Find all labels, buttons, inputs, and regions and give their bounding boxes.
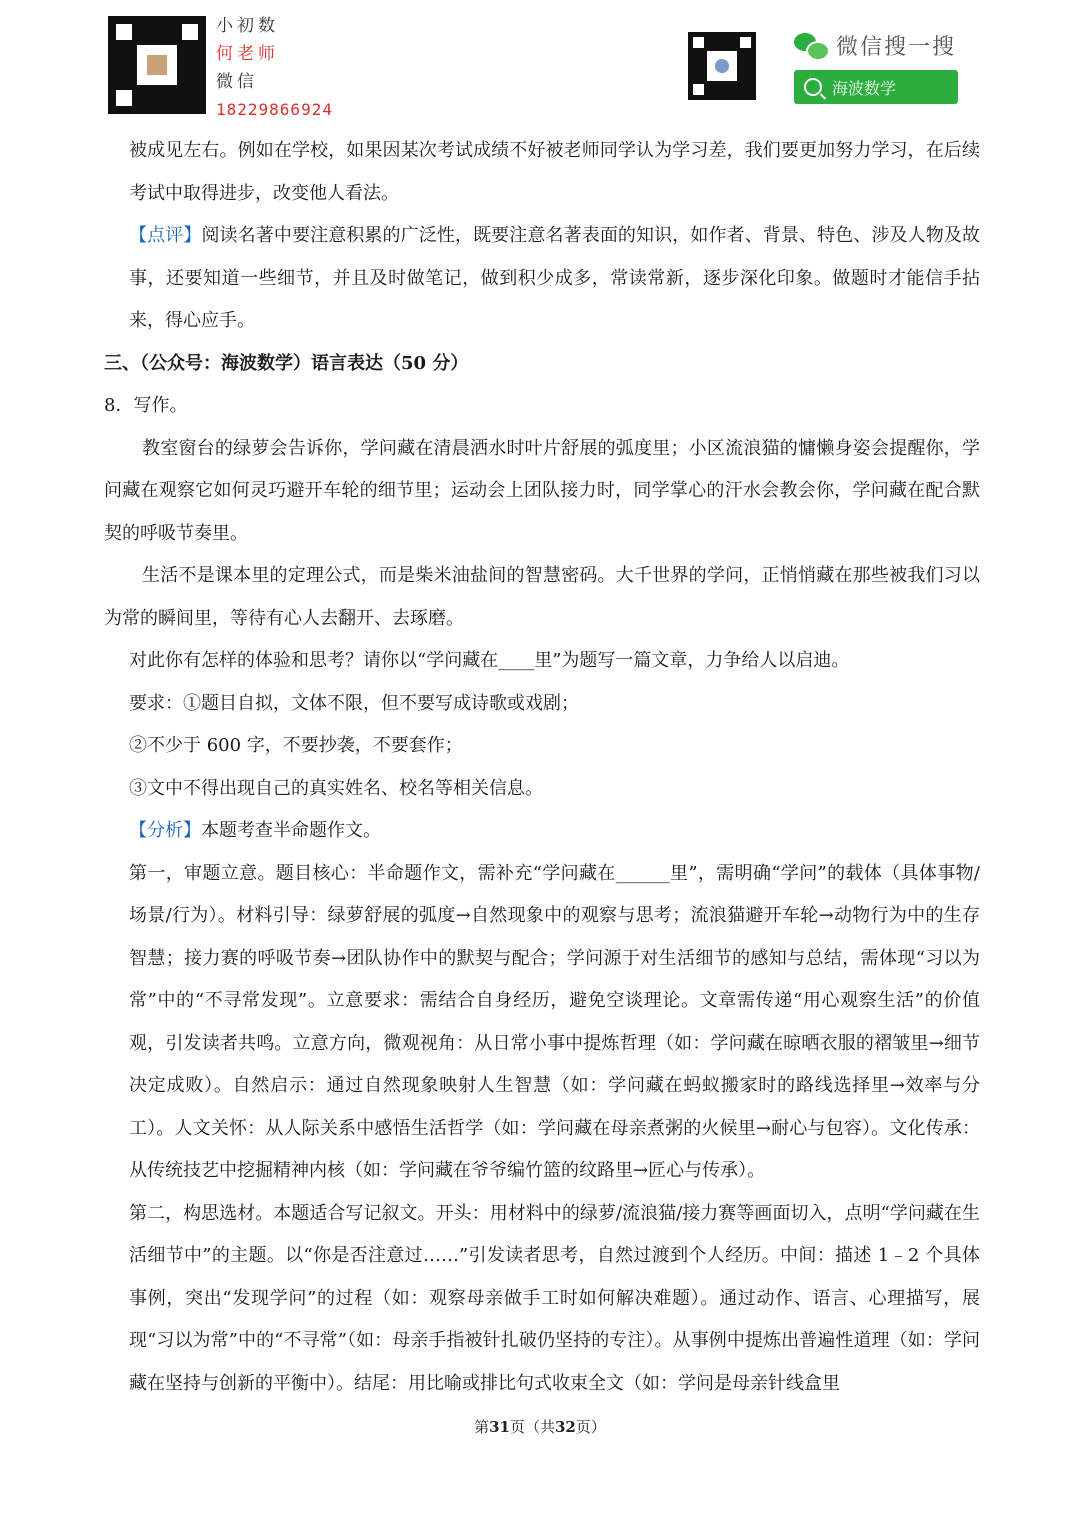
section-heading: 三、（公众号：海波数学）语言表达（50 分）: [104, 352, 469, 374]
search-label: 海波数学: [832, 78, 897, 98]
search-icon: [804, 78, 822, 96]
page-header: [0, 0, 1080, 125]
analysis-step-2: 第二，构思选材。本题适合写记叙文。开头：用材料中的绿萝/流浪猫/接力赛等画面切入，点明“学问藏在生活细节中”的主题。以“你是否注意过……”引发读者思考，自然过渡到个人经历。中间：描述 1﹣2 个具体事例，突出“发现学问”的过程（如：观察母亲做手工时如何解决难题）。通过动作、语言、心理描写，展现“习以为常”中的“不寻常”（如：母亲手指被针扎破仍坚持的专注）。从事例中提炼出普遍性道理（如：学问藏在坚持与创新的平衡中）。结尾：用比喻或排比句式收束全文（如：学问是母亲针线盒里: [129, 1202, 980, 1394]
footer-suffix: 页）: [575, 1418, 606, 1436]
requirement-1: 要求：①题目自拟，文体不限，但不要写成诗歌或戏剧；: [129, 692, 579, 714]
comment-paragraph: [104, 215, 980, 343]
page-total: 32: [555, 1418, 576, 1436]
material-paragraph-1: 教室窗台的绿萝会告诉你，学问藏在清晨洒水时叶片舒展的弧度里；小区流浪猫的慵懒身姿会提醒你，学问藏在观察它如何灵巧避开车轮的细节里；运动会上团队接力时，同学掌心的汗水会教会你，学问藏在配合默契的呼吸节奏里。: [104, 437, 980, 544]
page-footer: [0, 1416, 1080, 1437]
teacher-line-2: 何老师: [216, 44, 279, 64]
analysis-paragraph: [104, 810, 980, 853]
wechat-search-title: [794, 28, 956, 62]
footer-prefix: 第: [474, 1418, 490, 1436]
analysis-tag: 【分析】: [129, 820, 201, 841]
footer-mid: 页（共: [509, 1418, 555, 1436]
wechat-title: 微信搜一搜: [836, 34, 957, 60]
paragraph-continuation: 被成见左右。例如在学校，如果因某次考试成绩不好被老师同学认为学习差，我们要更加努力学习，在后续考试中取得进步，改变他人看法。: [129, 140, 980, 204]
document-body: [104, 130, 980, 1405]
wechat-icon: [794, 31, 828, 59]
requirement-2: ②不少于 600 字，不要抄袭，不要套作；: [129, 735, 463, 756]
requirement-3: ③文中不得出现自己的真实姓名、校名等相关信息。: [129, 777, 543, 799]
teacher-line-3: 微信: [216, 72, 258, 92]
writing-prompt: 对此你有怎样的体验和思考？请你以“学问藏在____里”为题写一篇文章，力争给人以启迪。: [129, 650, 850, 671]
qr-code-right: [688, 32, 756, 100]
question-number: 8．写作。: [104, 395, 188, 416]
comment-text: 阅读名著中要注意积累的广泛性，既要注意名著表面的知识，如作者、背景、特色、涉及人物及故事，还要知道一些细节，并且及时做笔记，做到积少成多，常读常新，逐步深化印象。做题时才能信手拈来，得心应手。: [129, 225, 980, 331]
analysis-text: 本题考查半命题作文。: [201, 820, 381, 841]
material-paragraph-2: 生活不是课本里的定理公式，而是柴米油盐间的智慧密码。大千世界的学问，正悄悄藏在那些被我们习以为常的瞬间里，等待有心人去翻开、去琢磨。: [104, 565, 980, 629]
qr-code-left: [108, 16, 206, 114]
comment-tag: 【点评】: [129, 225, 202, 246]
teacher-contact: [216, 12, 333, 124]
teacher-line-1: 小初数: [216, 16, 279, 36]
analysis-step-1: 第一，审题立意。题目核心：半命题作文，需补充“学问藏在______里”，需明确“学问”的载体（具体事物/场景/行为）。材料引导：绿萝舒展的弧度→自然现象中的观察与思考；流浪猫避开车轮→动物行为中的生存智慧；接力赛的呼吸节奏→团队协作中的默契与配合；学问源于对生活细节的感知与总结，需体现“习以为常”中的“不寻常发现”。立意要求：需结合自身经历，避免空谈理论。文章需传递“用心观察生活”的价值观，引发读者共鸣。立意方向，微观视角：从日常小事中提炼哲理（如：学问藏在晾晒衣服的褶皱里→细节决定成败）。自然启示：通过自然现象映射人生智慧（如：学问藏在蚂蚁搬家时的路线选择里→效率与分工）。人文关怀：从人际关系中感悟生活哲学（如：学问藏在母亲煮粥的火候里→耐心与包容）。文化传承：从传统技艺中挖掘精神内核（如：学问藏在爷爷编竹篮的纹路里→匠心与传承）。: [129, 862, 980, 1181]
page-number: 31: [489, 1418, 510, 1436]
teacher-phone: 18229866924: [216, 100, 333, 119]
wechat-search-box[interactable]: [794, 70, 958, 104]
